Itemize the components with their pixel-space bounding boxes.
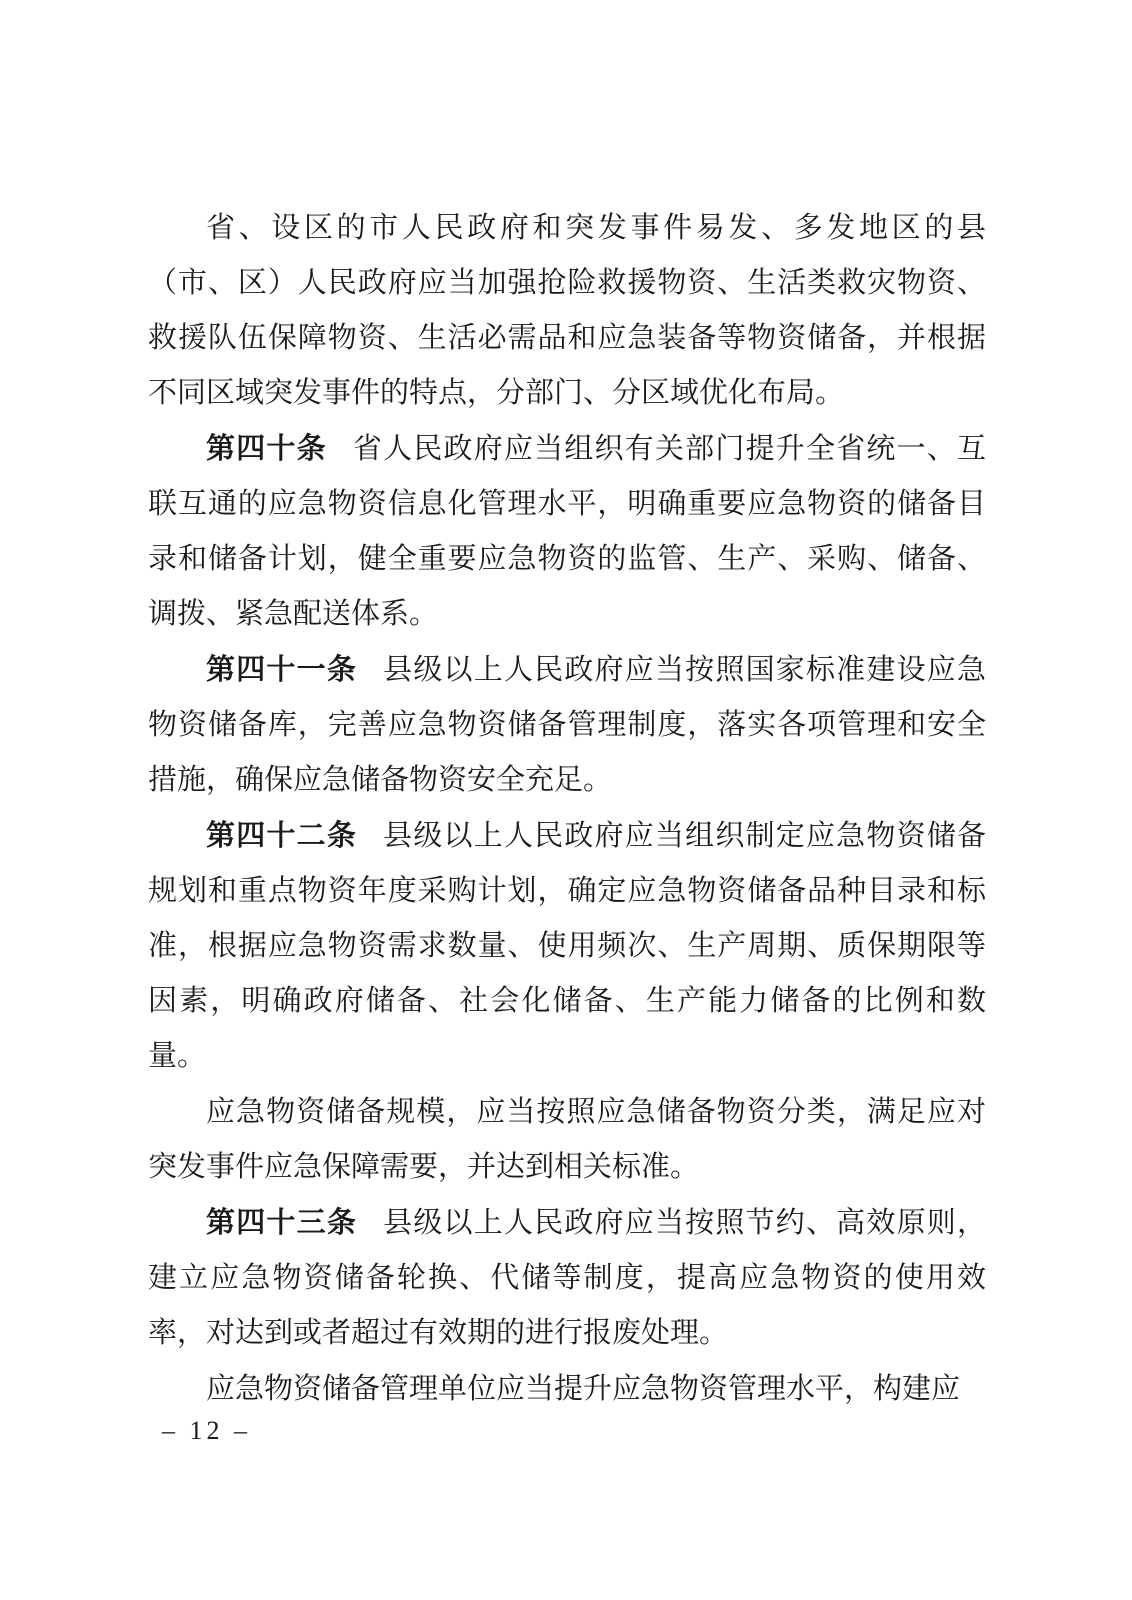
paragraph-text: 县级以上人民政府应当按照国家标准建设应急物资储备库，完善应急物资储备管理制度，落实各项管理和安全措施，确保应急储备物资安全充足。: [148, 654, 986, 796]
paragraph: [148, 1084, 986, 1195]
paragraph: [148, 200, 986, 421]
article-number-label: 第四十条: [206, 431, 327, 465]
article-number-label: 第四十三条: [206, 1205, 358, 1239]
paragraph: [148, 642, 986, 808]
paragraph-text: 应急物资储备规模，应当按照应急储备物资分类，满足应对突发事件应急保障需要，并达到相关标准。: [148, 1096, 986, 1183]
paragraph-text: 应急物资储备管理单位应当提升应急物资管理水平，构建应: [206, 1373, 961, 1405]
page-number: – 12 –: [162, 1416, 251, 1445]
paragraph-text: 省、设区的市人民政府和突发事件易发、多发地区的县（市、区）人民政府应当加强抢险救援物资、生活类救灾物资、救援队伍保障物资、生活必需品和应急装备等物资储备，并根据不同区域突发事件的特点，分部门、分区域优化布局。: [148, 212, 986, 409]
article-number-label: 第四十一条: [206, 652, 358, 686]
paragraph: [148, 808, 986, 1084]
paragraph: [148, 1361, 986, 1417]
paragraph-text: 省人民政府应当组织有关部门提升全省统一、互联互通的应急物资信息化管理水平，明确重要应急物资的储备目录和储备计划，健全重要应急物资的监管、生产、采购、储备、调拨、紧急配送体系。: [148, 433, 986, 630]
paragraph-text: 县级以上人民政府应当组织制定应急物资储备规划和重点物资年度采购计划，确定应急物资储备品种目录和标准，根据应急物资需求数量、使用频次、生产周期、质保期限等因素，明确政府储备、社会化储备、生产能力储备的比例和数量。: [148, 820, 986, 1072]
paragraph-text: 县级以上人民政府应当按照节约、高效原则，建立应急物资储备轮换、代储等制度，提高应急物资的使用效率，对达到或者超过有效期的进行报废处理。: [148, 1207, 986, 1349]
document-body: [148, 200, 986, 1417]
paragraph: [148, 421, 986, 642]
article-number-label: 第四十二条: [206, 818, 358, 852]
paragraph: [148, 1195, 986, 1361]
